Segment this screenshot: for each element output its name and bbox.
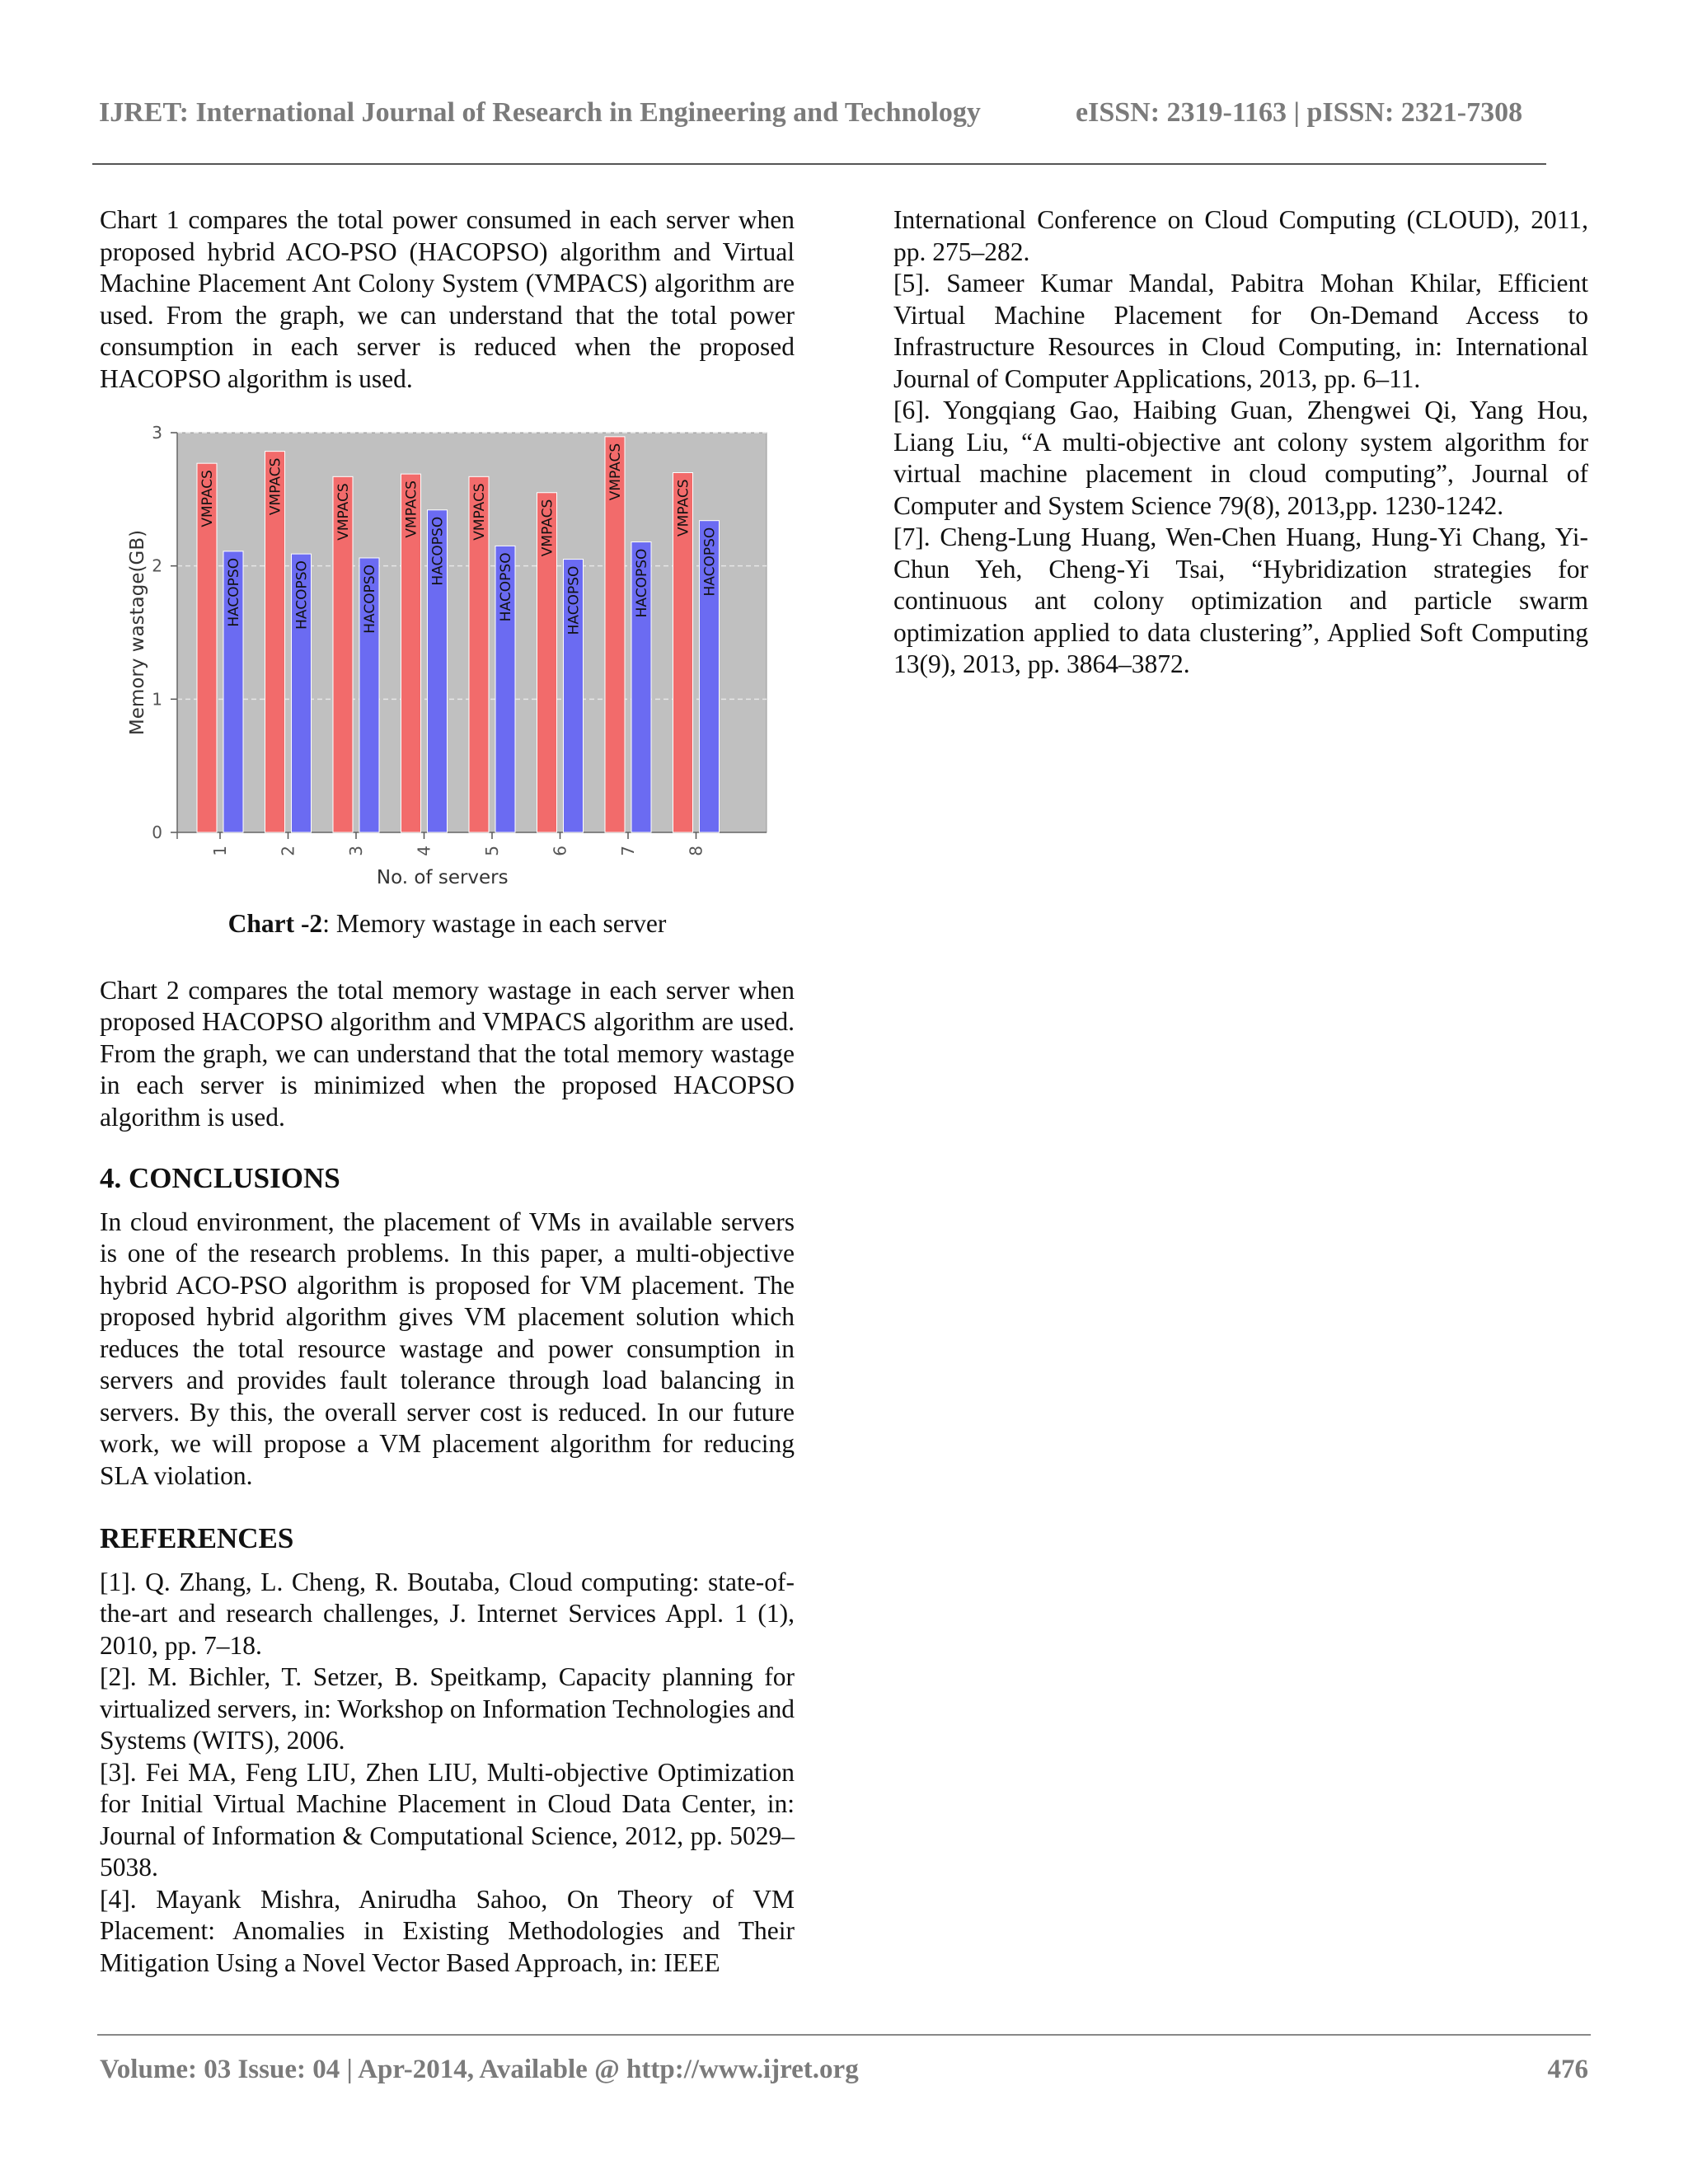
bar-label-vmpacs: VMPACS [199,470,216,527]
x-tick-label: 1 [210,846,230,856]
bar-label-hacopso: HACOPSO [429,516,447,586]
bar-label-hacopso: HACOPSO [498,552,514,622]
reference-item: [3]. Fei MA, Feng LIU, Zhen LIU, Multi-objective Optimization for Initial Virtual Machine Placement in Cloud Data Center, in: Journal of Information & Computational Science, 2012, pp. 5029–5038. [100,1757,795,1882]
bar-label-vmpacs: VMPACS [335,483,352,541]
chart-caption [100,908,795,940]
header-rule [92,163,1546,165]
bar-label-vmpacs: VMPACS [607,443,624,501]
x-axis-label: No. of servers [376,867,509,888]
reference-item: [6]. Yongqiang Gao, Haibing Guan, Zhengwei Qi, Yang Hou, Liang Liu, “A multi-objective ant colony system algorithm for virtual machine placement in cloud computing”, Journal of Computer and System Science 79(8), 2013,pp. 1230-1242. [893,396,1588,520]
bar-label-hacopso: HACOPSO [565,565,583,635]
left-column [100,204,795,395]
bar-label-hacopso: HACOPSO [634,548,650,618]
x-tick-label: 2 [278,846,298,856]
reference-item: [2]. M. Bichler, T. Setzer, B. Speitkamp, Capacity planning for virtualized servers, in: Workshop on Information Technologies and Systems (WITS), 2006. [100,1662,795,1755]
page-number: 476 [1547,2055,1588,2084]
bar-label-vmpacs: VMPACS [471,483,488,541]
bar-label-vmpacs: VMPACS [267,457,284,516]
bar-label-vmpacs: VMPACS [403,480,420,538]
x-tick-label: 7 [618,846,638,856]
reference-item: [4]. Mayank Mishra, Anirudha Sahoo, On Theory of VM Placement: Anomalies in Existing Methodologies and Their Mitigation Using a Novel Vector Based Approach, in: IEEE [100,1884,795,1977]
footer-rule [97,2034,1591,2036]
chart2-paragraph: Chart 2 compares the total memory wastage in each server when proposed HACOPSO algorithm and VMPACS algorithm are used. From the graph, we can understand that the total memory wastage in each server is minimized when the proposed HACOPSO algorithm is used. [100,975,795,1132]
conclusions-heading: 4. CONCLUSIONS [100,1162,340,1194]
right-column [893,204,1588,681]
y-tick-label: 3 [152,423,162,443]
reference-item: [1]. Q. Zhang, L. Cheng, R. Boutaba, Cloud computing: state-of-the-art and research challenges, J. Internet Services Appl. 1 (1), 2010, pp. 7–18. [100,1567,795,1660]
x-tick-label: 5 [482,846,502,856]
reference-item: [5]. Sameer Kumar Mandal, Pabitra Mohan Khilar, Efficient Virtual Machine Placement for On-Demand Access to Infrastructure Resources in Cloud Computing, in: International Journal of Computer Applications, 2013, pp. 6–11. [893,269,1588,393]
bar-label-hacopso: HACOPSO [362,564,378,634]
caption-text: : Memory wastage in each server [322,909,667,938]
y-tick-label: 2 [152,555,162,576]
memory-wastage-chart [124,420,775,890]
intro-paragraph: Chart 1 compares the total power consumed in each server when proposed hybrid ACO-PSO (HACOPSO) algorithm and Virtual Machine Placement Ant Colony System (VMPACS) algorithm are used. From the graph, we can understand that the total power consumption in each server is reduced when the proposed HACOPSO algorithm is used. [100,205,795,393]
x-tick-label: 6 [550,846,570,856]
journal-title: IJRET: International Journal of Research in Engineering and Technology [99,97,981,128]
x-tick-label: 3 [346,846,366,856]
footer-volume: Volume: 03 Issue: 04 | Apr-2014, Available @ http://www.ijret.org [100,2055,859,2084]
bar-label-hacopso: HACOPSO [226,557,242,627]
left-column-lower [100,908,795,1979]
bar-label-vmpacs: VMPACS [539,499,556,557]
conclusions-paragraph: In cloud environment, the placement of VMs in available servers is one of the research problems. In this paper, a multi-objective hybrid ACO-PSO algorithm is proposed for VM placement. The proposed hybrid algorithm gives VM placement solution which reduces the total resource wastage and power consumption in servers and provides fault tolerance through load balancing in servers. By this, the overall server cost is reduced. In our future work, we will propose a VM placement algorithm for reducing SLA violation. [100,1207,795,1490]
references-heading: REFERENCES [100,1522,294,1554]
bar-label-hacopso: HACOPSO [293,560,311,630]
y-tick-label: 1 [152,689,162,710]
x-tick-label: 4 [414,846,434,856]
bar-label-hacopso: HACOPSO [701,527,719,597]
y-axis-label: Memory wastage(GB) [127,529,148,736]
reference-item: International Conference on Cloud Computing (CLOUD), 2011, pp. 275–282. [893,205,1588,266]
reference-item: [7]. Cheng-Lung Huang, Wen-Chen Huang, Hung-Yi Chang, Yi-Chun Yeh, Cheng-Yi Tsai, “Hybridization strategies for continuous ant colony optimization and particle swarm optimization applied to data clustering”, Applied Soft Computing 13(9), 2013, pp. 3864–3872. [893,523,1588,678]
x-tick-label: 8 [686,846,706,856]
caption-label: Chart -2 [227,909,323,938]
bar-label-vmpacs: VMPACS [675,479,692,537]
journal-issn: eISSN: 2319-1163 | pISSN: 2321-7308 [1076,97,1523,128]
y-tick-label: 0 [152,823,162,842]
